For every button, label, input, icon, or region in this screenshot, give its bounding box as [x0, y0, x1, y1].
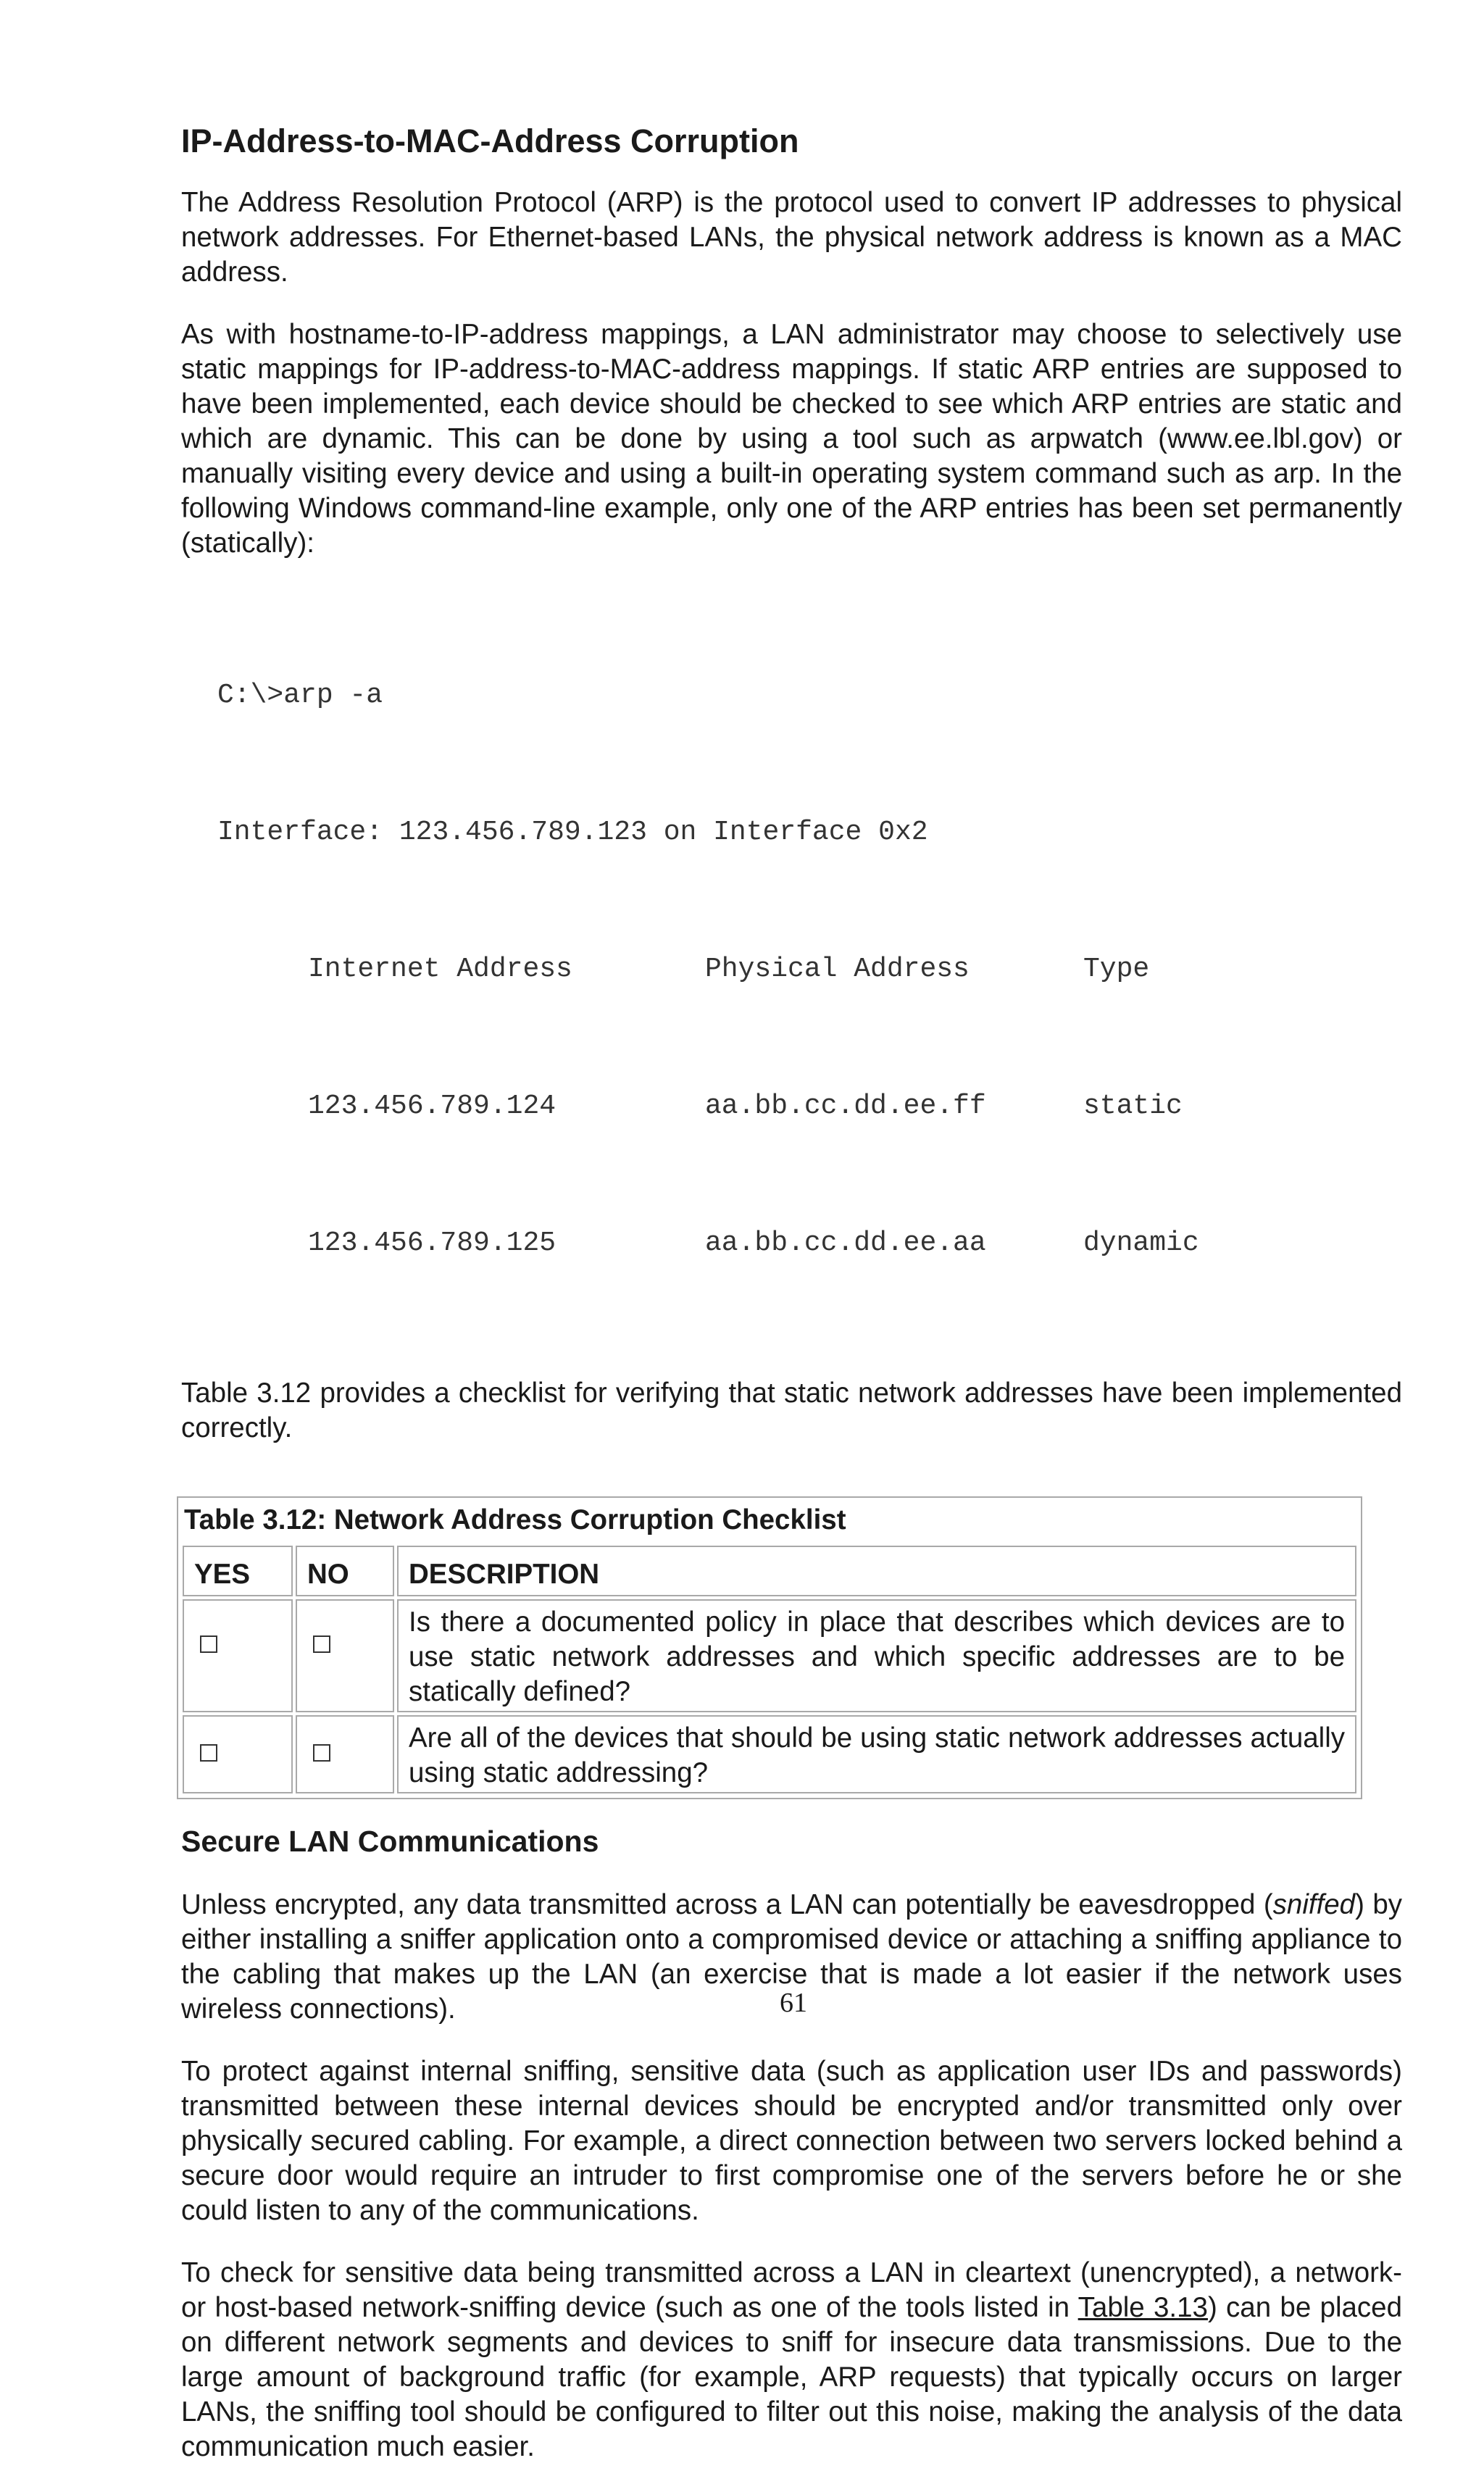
no-cell [296, 1599, 394, 1712]
code-cell: 123.456.789.125 [308, 1228, 556, 1259]
text-run: ) can be placed on different network segments and devices to sniff for insecure data transmissions. Due to the large amount of background traffic (for example, ARP requests) that typically occurs on larger LANs, the sniffing tool should be configured to filter out this noise, making the analysis of the data communication much easier. [181, 2291, 1403, 2462]
table-row [183, 1599, 1356, 1712]
page-number: 61 [780, 1988, 807, 2018]
code-command: C:\>arp -a [217, 680, 383, 711]
header-no: NO [296, 1546, 394, 1596]
paragraph: Table 3.12 provides a checklist for verifying that static network addresses have been implemented correctly. [181, 1378, 1402, 1443]
page-content [181, 122, 1402, 2492]
table-row [183, 1715, 1356, 1793]
code-block [181, 581, 1402, 1357]
table-3-13-link[interactable]: Table 3.13 [1077, 2291, 1208, 2323]
code-cell: aa.bb.cc.dd.ee.aa [705, 1228, 986, 1259]
description-cell: Are all of the devices that should be using static network addresses actually using static addressing? [397, 1715, 1356, 1793]
text-run: Unless encrypted, any data transmitted across a LAN can potentially be eavesdropped ( [181, 1888, 1273, 1920]
code-header-row [181, 946, 1402, 992]
code-cell: 123.456.789.124 [308, 1091, 556, 1122]
description-cell: Is there a documented policy in place that describes which devices are to use static network addresses and which specific addresses are to be statically defined? [397, 1599, 1356, 1712]
yes-cell [183, 1715, 293, 1793]
paragraph: To protect against internal sniffing, sensitive data (such as application user IDs and passwords) transmitted between these internal devices should be encrypted and/or transmitted only over physically secured cabling. For example, a direct connection between two servers locked behind a secure door would require an intruder to first compromise one of the servers before he or she could listen to any of the communications. [181, 2055, 1402, 2226]
code-row [181, 1220, 1402, 1266]
code-interface-line: Interface: 123.456.789.123 on Interface 0x2 [217, 817, 928, 848]
yes-checkbox[interactable] [200, 1744, 217, 1762]
code-col-physical-address: Physical Address [705, 954, 970, 985]
code-col-internet-address: Internet Address [308, 954, 572, 985]
table-header-row [183, 1546, 1356, 1596]
table-caption: Table 3.12: Network Address Corruption Checklist [184, 1504, 846, 1535]
paragraph [181, 2256, 1402, 2464]
paragraph: The Address Resolution Protocol (ARP) is the protocol used to convert IP addresses to physical network addresses. For Ethernet-based LANs, the physical network address is known as a MAC address. [181, 187, 1402, 288]
yes-checkbox[interactable] [200, 1635, 217, 1653]
no-checkbox[interactable] [313, 1744, 330, 1762]
code-row [181, 1083, 1402, 1129]
yes-cell [183, 1599, 293, 1712]
header-yes: YES [183, 1546, 293, 1596]
section-heading-secure-lan: Secure LAN Communications [181, 1825, 599, 1859]
paragraph: As with hostname-to-IP-address mappings, a LAN administrator may choose to selectively use static mappings for IP-address-to-MAC-address mappings. If static ARP entries are supposed to have been implemented, each device should be checked to see which ARP entries are static and which are dynamic. This can be done by using a tool such as arpwatch (www.ee.lbl.gov) or manually visiting every device and using a built-in operating system command such as arp. In the following Windows command-line example, only one of the ARP entries has been set permanently (statically): [181, 319, 1402, 559]
section-heading-arp: IP-Address-to-MAC-Address Corruption [181, 122, 799, 159]
text-run: ) by either installing a sniffer application onto a compromised device or attaching a sniffing appliance to the cabling that makes up the LAN (an exercise that is made a lot easier if the network uses wireless connections). [181, 1888, 1402, 2025]
header-description: DESCRIPTION [397, 1546, 1356, 1596]
no-cell [296, 1715, 394, 1793]
text-run: To check for sensitive data being transmitted across a LAN in cleartext (unencrypted), a network- or host-based network-sniffing device (such as one of the tools listed in [181, 2256, 1402, 2323]
emphasis-text: sniffed [1272, 1888, 1356, 1920]
code-col-type: Type [1083, 954, 1150, 985]
code-cell: dynamic [1083, 1228, 1199, 1259]
code-cell: static [1083, 1091, 1183, 1122]
checklist-grid [180, 1543, 1359, 1796]
checklist-table [177, 1496, 1362, 1799]
no-checkbox[interactable] [313, 1635, 330, 1653]
code-cell: aa.bb.cc.dd.ee.ff [705, 1091, 986, 1122]
